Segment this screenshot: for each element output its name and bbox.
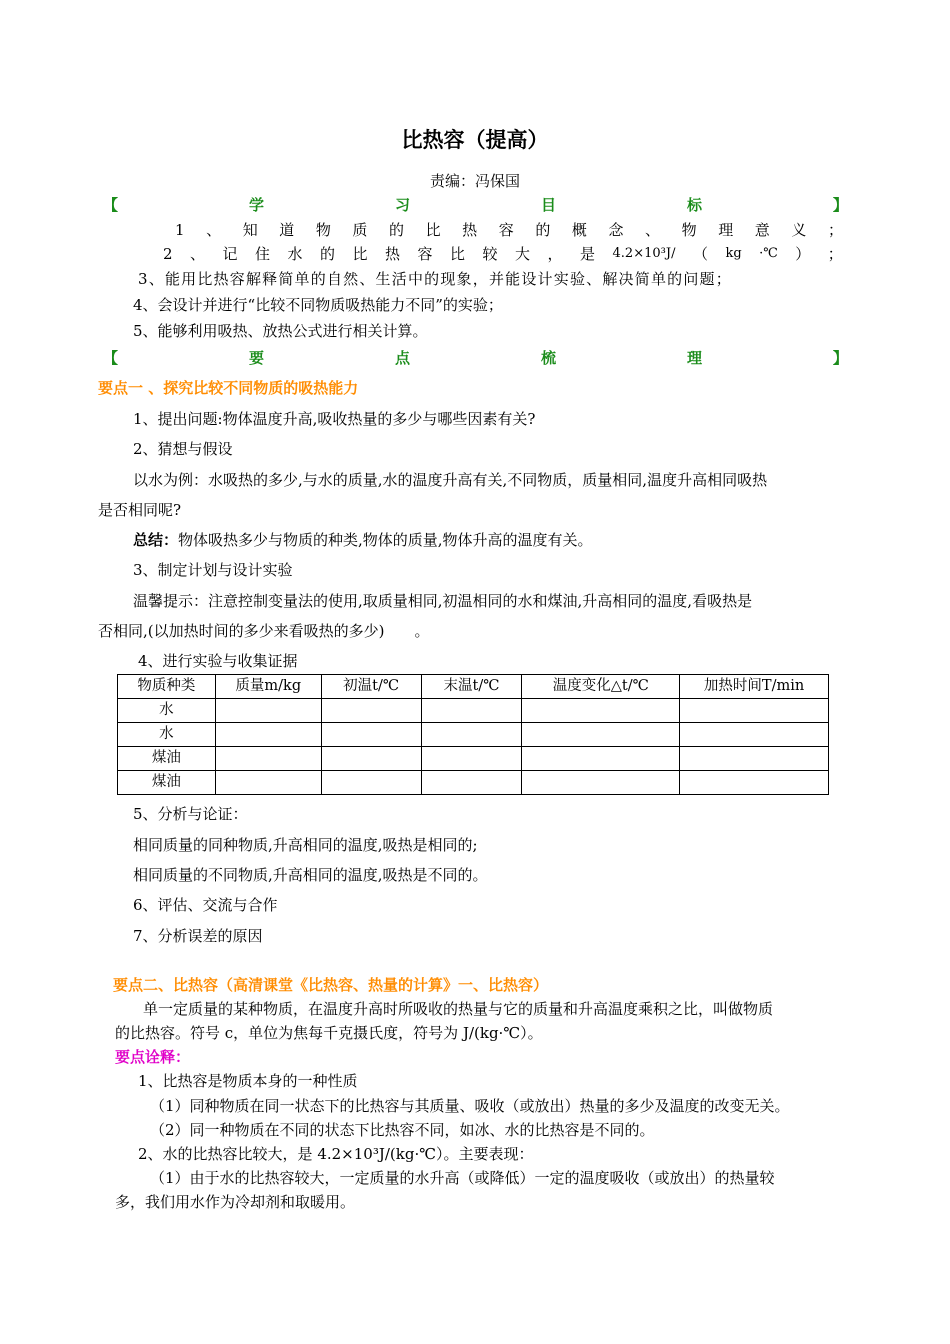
point1-line9: 6、评估、交流与合作 [133, 896, 278, 914]
point1-line1: 1、提出问题:物体温度升高,吸收热量的多少与哪些因素有关? [133, 410, 536, 428]
table-cell [321, 771, 421, 795]
table-cell [680, 771, 829, 795]
bracket-left: 【 [103, 349, 119, 367]
goal-5: 5、能够利用吸热、放热公式进行相关计算。 [133, 322, 428, 340]
table-header: 初温t/℃ [321, 675, 421, 699]
table-header: 物质种类 [118, 675, 216, 699]
table-row [118, 747, 829, 771]
table-cell [522, 747, 680, 771]
goal-3: 3、能用比热容解释简单的自然、生活中的现象，并能设计实验、解决简单的问题； [138, 270, 732, 288]
point1-line8: 相同质量的不同物质,升高相同的温度,吸热是不同的。 [133, 866, 488, 884]
table-cell [321, 723, 421, 747]
header-char: 学 [248, 196, 264, 214]
table-cell [321, 699, 421, 723]
point2-heading: 要点二、比热容（高清课堂《比热容、热量的计算》一、比热容） [113, 976, 549, 994]
goal-4: 4、会设计并进行“比较不同物质吸热能力不同”的实验； [133, 296, 503, 314]
table-cell [522, 771, 680, 795]
table-header-row [118, 675, 829, 699]
table-row [118, 699, 829, 723]
point2-def2: 的比热容。符号 c，单位为焦每千克摄氏度，符号为 J/(kg·℃）。 [115, 1024, 543, 1042]
header-char: 要 [248, 349, 264, 367]
table-cell [680, 723, 829, 747]
table-cell: 煤油 [118, 747, 216, 771]
point2-e1b: （2）同一种物质在不同的状态下比热容不同，如冰、水的比热容是不同的。 [150, 1121, 655, 1139]
header-char: 点 [394, 349, 410, 367]
point1-line7: 相同质量的同种物质,升高相同的温度,吸热是相同的; [133, 836, 478, 854]
point1-line4: 3、制定计划与设计实验 [133, 561, 293, 579]
header-char: 梳 [540, 349, 556, 367]
section-header-goals [103, 196, 848, 214]
point1-summary [133, 531, 593, 549]
table-cell [215, 771, 321, 795]
table-cell [680, 699, 829, 723]
table-cell [321, 747, 421, 771]
point1-line3b: 是否相同呢? [98, 501, 182, 519]
table-header: 末温t/℃ [421, 675, 522, 699]
table-header: 温度变化△t/℃ [522, 675, 680, 699]
point1-line10: 7、分析误差的原因 [133, 927, 263, 945]
table-cell [421, 747, 522, 771]
summary-label: 总结： [133, 531, 179, 549]
table-cell [421, 723, 522, 747]
bracket-left: 【 [103, 196, 119, 214]
point2-e1a: （1）同种物质在同一状态下的比热容与其质量、吸收（或放出）热量的多少及温度的改变无关。 [150, 1097, 790, 1115]
table-row [118, 723, 829, 747]
header-char: 习 [394, 196, 410, 214]
header-char: 标 [686, 196, 702, 214]
point2-e1: 1、比热容是物质本身的一种性质 [138, 1072, 358, 1090]
table-cell [680, 747, 829, 771]
table-cell [522, 699, 680, 723]
point1-tip: 温馨提示：注意控制变量法的使用,取质量相同,初温相同的水和煤油,升高相同的温度,看吸热是 [133, 592, 753, 610]
table-cell: 水 [118, 723, 216, 747]
goal-2: 2 、 记 住 水 的 比 热 容 比 较 大 ， 是 4.2×10³J/ （ kg ·℃ ） ； [163, 245, 843, 263]
bracket-right: 】 [832, 196, 848, 214]
table-header: 加热时间T/min [680, 675, 829, 699]
table-row [118, 771, 829, 795]
table-cell [215, 747, 321, 771]
table-cell [215, 723, 321, 747]
goal-1: 1 、 知 道 物 质 的 比 热 容 的 概 念 、 物 理 意 义 ； [175, 221, 843, 239]
table-cell [421, 699, 522, 723]
section-header-points [103, 349, 848, 367]
point1-line3: 以水为例：水吸热的多少,与水的质量,水的温度升高有关,不同物质，质量相同,温度升高相同吸热 [133, 471, 768, 489]
point2-explain-label: 要点诠释： [115, 1048, 191, 1066]
author-line: 责编：冯保国 [429, 172, 520, 190]
table-cell: 水 [118, 699, 216, 723]
table-header: 质量m/kg [215, 675, 321, 699]
experiment-table [117, 674, 829, 795]
point2-def1: 单一定质量的某种物质，在温度升高时所吸收的热量与它的质量和升高温度乘积之比，叫做物质 [143, 1000, 774, 1018]
point1-line6: 5、分析与论证： [133, 805, 248, 823]
point1-tip2: 否相同,(以加热时间的多少来看吸热的多少) 。 [98, 622, 430, 640]
table-cell [215, 699, 321, 723]
table-cell: 煤油 [118, 771, 216, 795]
table-cell [421, 771, 522, 795]
bracket-right: 】 [832, 349, 848, 367]
header-char: 目 [540, 196, 556, 214]
point2-e2b: 多，我们用水作为冷却剂和取暖用。 [115, 1193, 356, 1211]
table-cell [522, 723, 680, 747]
page-title: 比热容（提高） [401, 128, 549, 152]
point1-line2: 2、猜想与假设 [133, 440, 233, 458]
point2-e2: 2、水的比热容比较大，是 4.2×10³J/(kg·℃）。主要表现： [138, 1145, 534, 1163]
header-char: 理 [686, 349, 702, 367]
point2-e2a: （1）由于水的比热容较大，一定质量的水升高（或降低）一定的温度吸收（或放出）的热量较 [150, 1169, 775, 1187]
point1-line5: 4、进行实验与收集证据 [138, 652, 298, 670]
point1-heading: 要点一 、探究比较不同物质的吸热能力 [98, 379, 359, 397]
summary-text: 物体吸热多少与物质的种类,物体的质量,物体升高的温度有关。 [178, 531, 593, 549]
